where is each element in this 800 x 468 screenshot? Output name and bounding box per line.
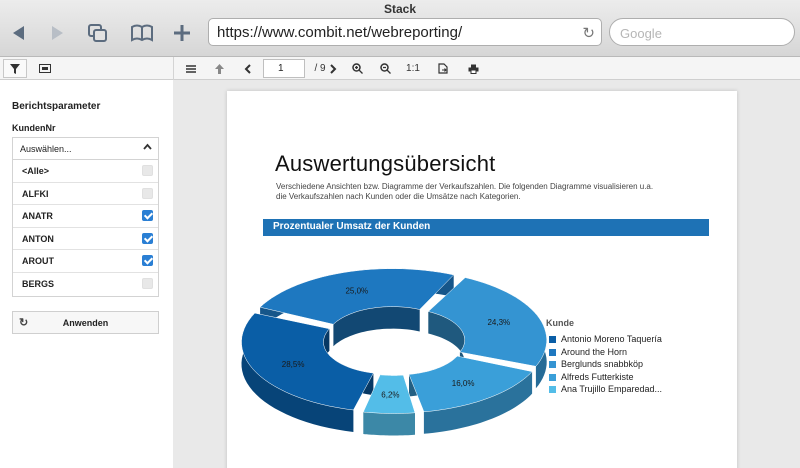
refresh-icon: ↻ <box>19 317 29 329</box>
toolbar-separator <box>173 57 174 80</box>
slice-value-label: 28,5% <box>281 360 305 370</box>
option-label: ANATR <box>22 211 53 221</box>
report-toolbar <box>0 57 800 80</box>
customer-number-label: KundenNr <box>12 123 56 133</box>
slice-side <box>363 412 415 436</box>
option-label: ALFKI <box>22 188 49 199</box>
export-button[interactable] <box>432 59 454 78</box>
tabs-button[interactable] <box>84 20 112 46</box>
parameters-panel <box>0 80 173 468</box>
previous-page-button[interactable] <box>236 59 258 78</box>
section-heading: Prozentualer Umsatz der Kunden <box>263 219 709 236</box>
page-number-input[interactable]: 1 <box>263 59 305 78</box>
book-icon <box>130 24 154 42</box>
zoom-reset-button[interactable]: 1:1 <box>406 63 420 74</box>
legend-label: Antonio Moreno Taquería <box>561 334 662 344</box>
back-arrow-icon <box>11 25 25 41</box>
legend-swatch <box>549 374 556 381</box>
legend-swatch <box>549 386 556 393</box>
legend-label: Alfreds Futterkiste <box>561 371 634 382</box>
next-page-button[interactable] <box>322 59 344 78</box>
chevron-up-icon[interactable] <box>143 142 152 153</box>
plus-icon <box>173 24 191 42</box>
option-row[interactable] <box>13 183 158 206</box>
window-title: Stack <box>383 2 417 16</box>
slice-value-label: 24,3% <box>487 318 511 328</box>
option-checkbox[interactable] <box>142 210 153 221</box>
option-checkbox[interactable] <box>142 188 153 199</box>
option-checkbox[interactable] <box>142 255 153 266</box>
parameters-title: Berichtsparameter <box>12 101 101 112</box>
filter-icon <box>10 64 20 74</box>
option-label: <Alle> <box>22 166 50 176</box>
zoom-in-button[interactable] <box>346 59 368 78</box>
multiselect-header[interactable] <box>13 138 158 160</box>
zoom-out-button[interactable] <box>374 59 396 78</box>
search-input[interactable]: Google <box>609 18 795 46</box>
new-tab-button[interactable] <box>168 20 196 46</box>
legend-title: Kunde <box>546 318 574 328</box>
report-description: Verschiedene Ansichten bzw. Diagramme der Verkaufszahlen. Die folgenden Diagramme visualisieren u.a. die Verkaufszahlen nach Kunden oder die Umsätze nach Kategorien. <box>276 182 654 201</box>
parameters-icon <box>39 64 51 73</box>
legend-item <box>549 372 634 384</box>
print-button[interactable] <box>462 59 484 78</box>
bookmarks-button[interactable] <box>128 20 156 46</box>
back-button[interactable] <box>4 20 32 46</box>
reload-icon[interactable]: ↻ <box>582 25 595 42</box>
report-viewer[interactable] <box>173 80 800 468</box>
option-row[interactable] <box>13 250 158 273</box>
browser-chrome <box>0 0 800 57</box>
filter-button[interactable] <box>3 59 27 78</box>
address-bar[interactable] <box>208 18 602 46</box>
report-page <box>227 91 737 468</box>
option-label: AROUT <box>22 256 54 266</box>
apply-button[interactable] <box>12 311 159 334</box>
legend-swatch <box>549 361 556 368</box>
legend-item <box>549 347 627 359</box>
apply-button-label: Anwenden <box>62 318 109 328</box>
option-row[interactable] <box>13 205 158 228</box>
slice-value-label: 16,0% <box>451 379 475 389</box>
zoom-in-icon <box>352 63 363 74</box>
chevron-left-icon <box>244 64 251 74</box>
option-row[interactable] <box>13 228 158 251</box>
legend-item <box>549 384 662 396</box>
option-row[interactable] <box>13 273 158 296</box>
donut-chart <box>227 91 737 468</box>
report-title: Auswertungsübersicht <box>275 151 496 176</box>
arrow-up-icon <box>215 64 224 74</box>
menu-button[interactable] <box>180 59 202 78</box>
legend-item <box>549 359 643 371</box>
legend-label: Around the Horn <box>561 346 628 357</box>
url-text: https://www.combit.net/webreporting/ <box>217 24 463 41</box>
slice-value-label: 6,2% <box>381 390 400 400</box>
option-label: BERGS <box>22 278 55 289</box>
forward-arrow-icon <box>51 25 65 41</box>
legend-swatch <box>549 349 556 356</box>
slice-value-label: 25,0% <box>345 286 369 296</box>
legend-swatch <box>549 336 556 343</box>
option-row[interactable] <box>13 160 158 183</box>
legend-item <box>549 334 662 346</box>
option-checkbox[interactable] <box>142 278 153 289</box>
legend-label: Ana Trujillo Emparedad... <box>561 384 663 394</box>
export-icon <box>438 63 448 74</box>
printer-icon <box>468 64 479 74</box>
parameters-button[interactable] <box>33 59 57 78</box>
zoom-out-icon <box>380 63 391 74</box>
forward-button[interactable] <box>44 20 72 46</box>
tabs-icon <box>88 24 108 42</box>
customer-multiselect <box>12 137 159 297</box>
legend-label: Berglunds snabbköp <box>561 359 644 369</box>
menu-icon <box>186 65 196 73</box>
page-total: / 9 <box>314 63 326 74</box>
multiselect-placeholder: Auswählen... <box>20 144 72 154</box>
option-checkbox[interactable] <box>142 165 153 176</box>
option-checkbox[interactable] <box>142 233 153 244</box>
chevron-right-icon <box>330 64 337 74</box>
first-page-button[interactable] <box>208 59 230 78</box>
option-label: ANTON <box>22 233 54 244</box>
